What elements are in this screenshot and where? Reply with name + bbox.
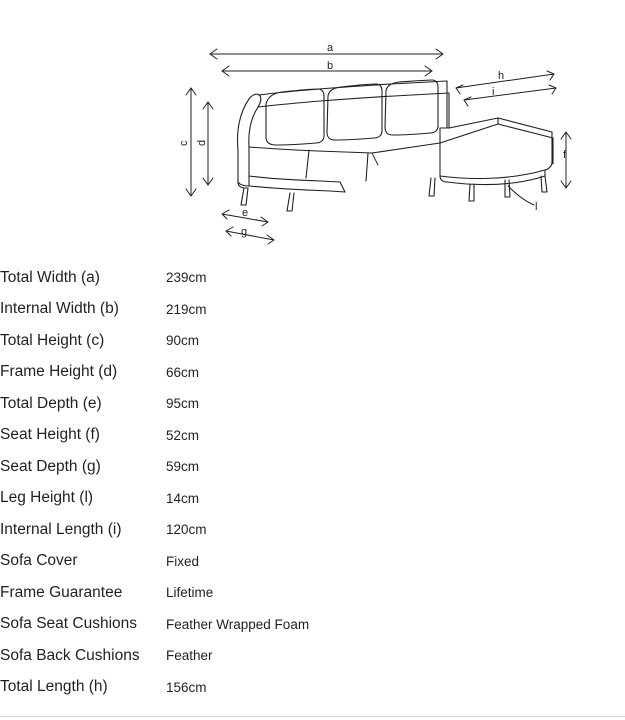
diagram-label-g: g [241, 226, 248, 238]
spec-label: Internal Length (i) [0, 520, 122, 538]
spec-value: 90cm [166, 333, 200, 349]
spec-value: 120cm [166, 522, 207, 538]
table-row [0, 609, 625, 641]
spec-value: 156cm [166, 679, 207, 695]
table-row [0, 577, 625, 609]
spec-value: 52cm [166, 427, 200, 443]
table-row [0, 514, 625, 546]
spec-value: 66cm [166, 364, 200, 380]
spec-label: Total Length (h) [0, 678, 108, 696]
table-row [0, 672, 625, 704]
spec-value: Feather Wrapped Foam [166, 616, 310, 632]
spec-label: Frame Height (d) [0, 363, 118, 381]
diagram-label-d: d [196, 139, 208, 146]
table-row [0, 294, 625, 326]
bottom-divider [0, 716, 625, 717]
table-row [0, 262, 625, 294]
diagram-label-c: c [178, 140, 190, 146]
spec-label: Leg Height (l) [0, 489, 94, 507]
table-row [0, 451, 625, 483]
diagram-label-e: e [242, 207, 249, 219]
table-row [0, 640, 625, 672]
spec-value: 95cm [166, 396, 200, 412]
sofa-diagram-svg [0, 0, 625, 258]
diagram-label-h: h [498, 70, 505, 82]
spec-label: Sofa Cover [0, 552, 78, 570]
diagram-label-i: i [492, 86, 495, 98]
spec-label: Total Height (c) [0, 331, 105, 349]
specifications-table-body [0, 262, 625, 703]
spec-value: Lifetime [166, 585, 214, 601]
dimension-line-i [464, 85, 556, 106]
spec-label: Frame Guarantee [0, 583, 123, 601]
leader-line-l [508, 186, 534, 205]
spec-label: Total Depth (e) [0, 394, 102, 412]
spec-value: Feather [166, 648, 213, 664]
table-row [0, 325, 625, 357]
spec-value: 219cm [166, 301, 207, 317]
diagram-area [0, 0, 625, 258]
table-row [0, 483, 625, 515]
diagram-label-l: l [535, 201, 538, 213]
dimension-line-g [226, 227, 274, 244]
spec-label: Total Width (a) [0, 268, 100, 286]
sofa-outline [237, 80, 553, 211]
spec-value: 59cm [166, 459, 200, 475]
spec-label: Seat Depth (g) [0, 457, 101, 475]
spec-value: Fixed [166, 553, 200, 569]
spec-label: Sofa Seat Cushions [0, 615, 138, 633]
spec-value: 14cm [166, 490, 200, 506]
chaise-seam [372, 153, 378, 165]
table-row [0, 357, 625, 389]
diagram-label-f: f [563, 149, 567, 161]
spec-label: Internal Width (b) [0, 300, 119, 318]
table-row [0, 546, 625, 578]
spec-value: 239cm [166, 270, 207, 286]
table-row [0, 420, 625, 452]
table-row [0, 388, 625, 420]
diagram-label-b: b [327, 60, 334, 72]
specifications-table [0, 262, 625, 703]
spec-label: Seat Height (f) [0, 426, 100, 444]
diagram-label-a: a [327, 42, 334, 54]
spec-label: Sofa Back Cushions [0, 646, 140, 664]
